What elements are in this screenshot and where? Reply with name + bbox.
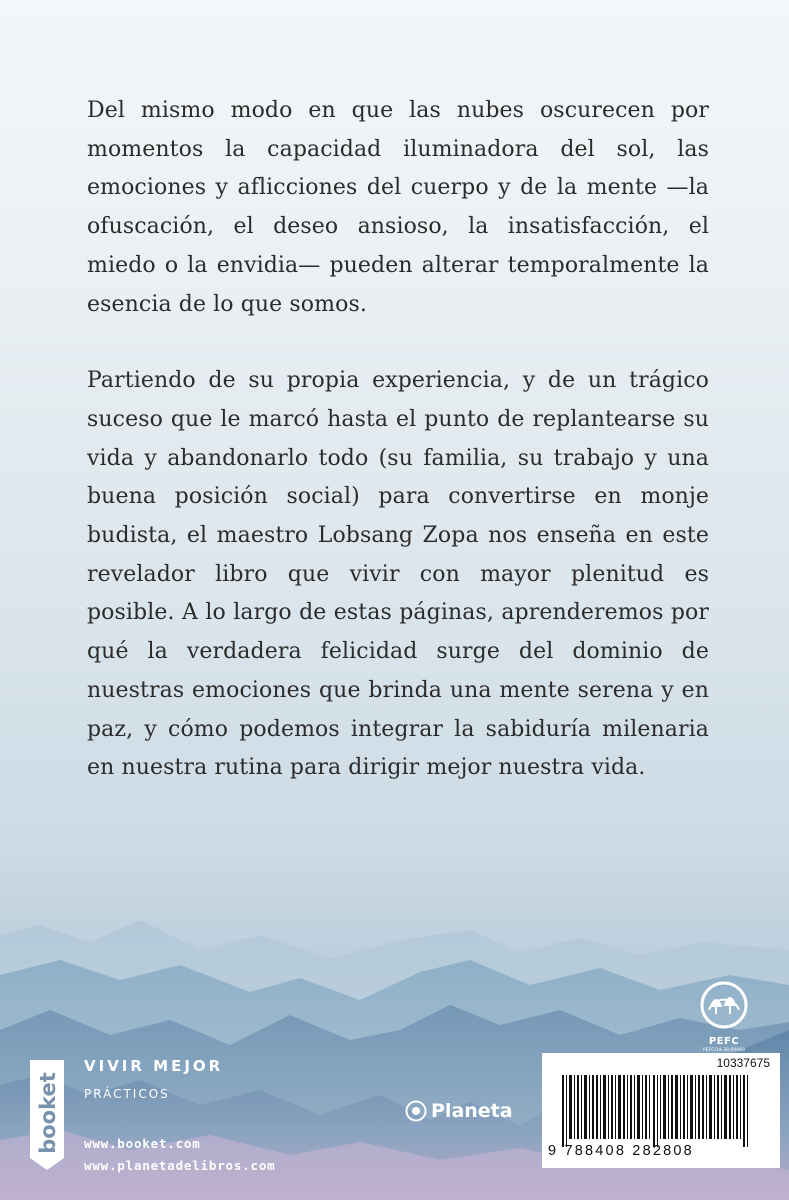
pefc-trees-icon bbox=[699, 980, 749, 1030]
planeta-name: Planeta bbox=[431, 1100, 513, 1122]
url-booket[interactable]: www.booket.com bbox=[84, 1136, 201, 1151]
planeta-globe-icon bbox=[405, 1100, 427, 1122]
pefc-certification bbox=[695, 980, 753, 1053]
series-block bbox=[84, 1057, 223, 1101]
publisher-urls bbox=[84, 1133, 276, 1177]
pefc-code: PEFC/14-38-00069 bbox=[703, 1048, 745, 1053]
barcode-code-top: 10337675 bbox=[716, 1056, 770, 1070]
series-title: VIVIR MEJOR bbox=[84, 1057, 224, 1075]
barcode bbox=[542, 1053, 780, 1168]
blurb-paragraph-2: Partiendo de su propia experiencia, y de un trágico suceso que le marcó hasta el punto de replantearse su vida y abandonarlo todo (su familia, su trabajo y una buena posición social) para convertirse en monje budista, el maestro Lobsang Zopa nos enseña en este revelador libro que vivir con mayor plenitud es posible. A lo largo de estas páginas, aprenderemos por qué la verdadera felicidad surge del dominio de nuestras emociones que brinda una mente serena y en paz, y cómo podemos integrar la sabiduría milenaria en nuestra rutina para dirigir mejor nuestra vida. bbox=[87, 368, 709, 781]
booket-logo-text: booket bbox=[36, 1072, 60, 1154]
blurb-paragraph-1: Del mismo modo en que las nubes oscurecen por momentos la capacidad iluminadora del sol, las emociones y aflicciones del cuerpo y de la mente —la ofuscación, el deseo ansioso, la insatisfacción, el miedo o la envidia— pueden alterar temporalmente la esencia de lo que somos. bbox=[87, 98, 709, 317]
back-cover-blurb bbox=[87, 92, 709, 826]
booket-logo bbox=[28, 1060, 66, 1170]
series-subtitle: PRÁCTICOS bbox=[84, 1087, 170, 1101]
url-planetadelibros[interactable]: www.planetadelibros.com bbox=[84, 1158, 276, 1173]
barcode-isbn-digits: 9 788408 282808 bbox=[548, 1143, 694, 1159]
planeta-logo bbox=[405, 1100, 513, 1122]
pefc-label: PEFC bbox=[708, 1036, 740, 1047]
